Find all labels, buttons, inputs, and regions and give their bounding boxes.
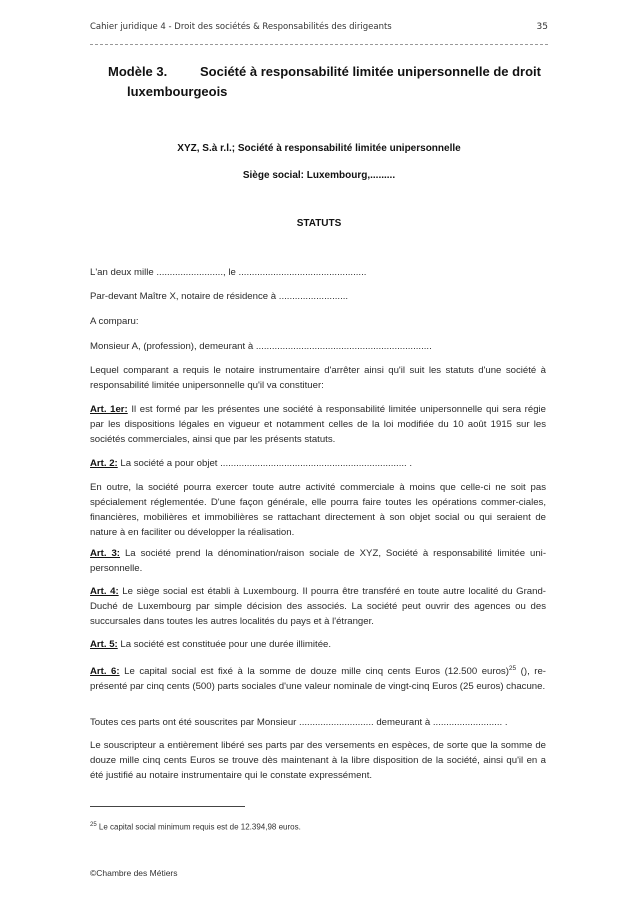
shares-subscribed-line: Toutes ces parts ont été souscrites par Monsieur ............................ demeurant à .......................... . <box>90 717 508 728</box>
article-4-text: Le siège social est établi à Luxembourg. Il pourra être transféré en toute autre localité du Grand-Duché de Luxembourg par simple décision des associés. La société peut ouvrir des agences ou des succursales dans toutes les autres localités du pays et à l'étranger. <box>90 586 546 627</box>
article-1 <box>90 402 546 447</box>
page-header <box>90 22 548 38</box>
article-6-text-b: (), re-présenté par cinq cents (500) parts sociales d'une valeur nominale de vingt-cinq Euros (25 euros) chacune. <box>90 666 546 693</box>
request-paragraph: Lequel comparant a requis le notaire instrumentaire d'arrêter ainsi qu'il suit les statuts d'une société à responsabilité limitée unipersonnelle qu'il va constituer: <box>90 365 546 391</box>
statuts-heading: STATUTS <box>296 218 342 229</box>
article-2-text: La société a pour objet ...................................................................... . <box>117 458 413 469</box>
registered-seat-line: Siège social: Luxembourg,......... <box>242 170 396 181</box>
article-3 <box>90 546 546 576</box>
appeared-line: A comparu: <box>90 316 139 327</box>
article-3-label: Art. 3: <box>90 548 121 559</box>
article-4 <box>90 584 546 629</box>
article-1-label: Art. 1er: <box>90 404 128 415</box>
header-title: Cahier juridique 4 - Droit des sociétés & Responsabilités des dirigeants <box>90 22 392 32</box>
page-footer: ©Chambre des Métiers <box>90 868 178 878</box>
model-heading <box>108 64 541 79</box>
model-title-line1: Société à responsabilité limitée unipersonnelle de droit <box>200 64 541 79</box>
notary-line: Par-devant Maître X, notaire de résidence à .......................... <box>90 291 349 302</box>
article-6 <box>90 661 546 694</box>
article-2 <box>90 456 546 471</box>
page-number: 35 <box>536 22 548 32</box>
model-number: Modèle 3. <box>108 64 168 79</box>
subscriber-paragraph: Le souscripteur a entièrement libéré ses parts par des versements en espèces, de sorte que la somme de douze mille cinq cents Euros se trouve dès maintenant à la libre disposition de la société, ainsi qu'il en a été justifié au notaire instrumentaire qui le constate expressément. <box>90 740 546 781</box>
article-2-label: Art. 2: <box>90 458 118 469</box>
company-name-line: XYZ, S.à r.l.; Société à responsabilité limitée unipersonnelle <box>177 143 461 154</box>
footnote-text: Le capital social minimum requis est de 12.394,98 euros. <box>96 822 301 832</box>
article-5-label: Art. 5: <box>90 639 118 650</box>
article-5-text: La société est constituée pour une durée illimitée. <box>117 639 332 650</box>
model-title-line2: luxembourgeois <box>127 84 228 99</box>
footnote <box>90 822 301 832</box>
footnote-reference[interactable]: 25 <box>508 665 517 672</box>
article-5 <box>90 637 546 652</box>
article-6-text-a: Le capital social est fixé à la somme de douze mille cinq cents Euros (12.500 euros) <box>119 666 509 678</box>
intro-date-line: L'an deux mille ........................., le ................................................ <box>90 267 367 278</box>
article-3-text: La société prend la dénomination/raison sociale de XYZ, Société à responsabilité limitée uni-personnelle. <box>90 548 547 574</box>
article-1-text: Il est formé par les présentes une société à responsabilité limitée unipersonnelle qui sera régie par les dispositions légales en vigueur et notamment celles de la loi modifiée du 10 août 1915 sur les sociétés commerciales, ainsi que par les présents statuts. <box>90 404 546 445</box>
article-6-label: Art. 6: <box>90 666 120 678</box>
appearing-party-line: Monsieur A, (profession), demeurant à .................................................................. <box>90 341 432 352</box>
header-divider <box>90 44 548 45</box>
article-4-label: Art. 4: <box>90 586 119 597</box>
footnote-number: 25 <box>90 822 97 828</box>
footnote-divider <box>90 806 245 807</box>
purpose-paragraph: En outre, la société pourra exercer toute autre activité commerciale à moins que celle-ci ne soit pas spécialement réglementée. D'une façon générale, elle pourra faire toutes les opérations commer-ciales, financières, mobilières et immobilières se rattachant directement à son objet social ou qui seraient de nature à en faciliter ou développer la réalisation. <box>90 482 546 538</box>
